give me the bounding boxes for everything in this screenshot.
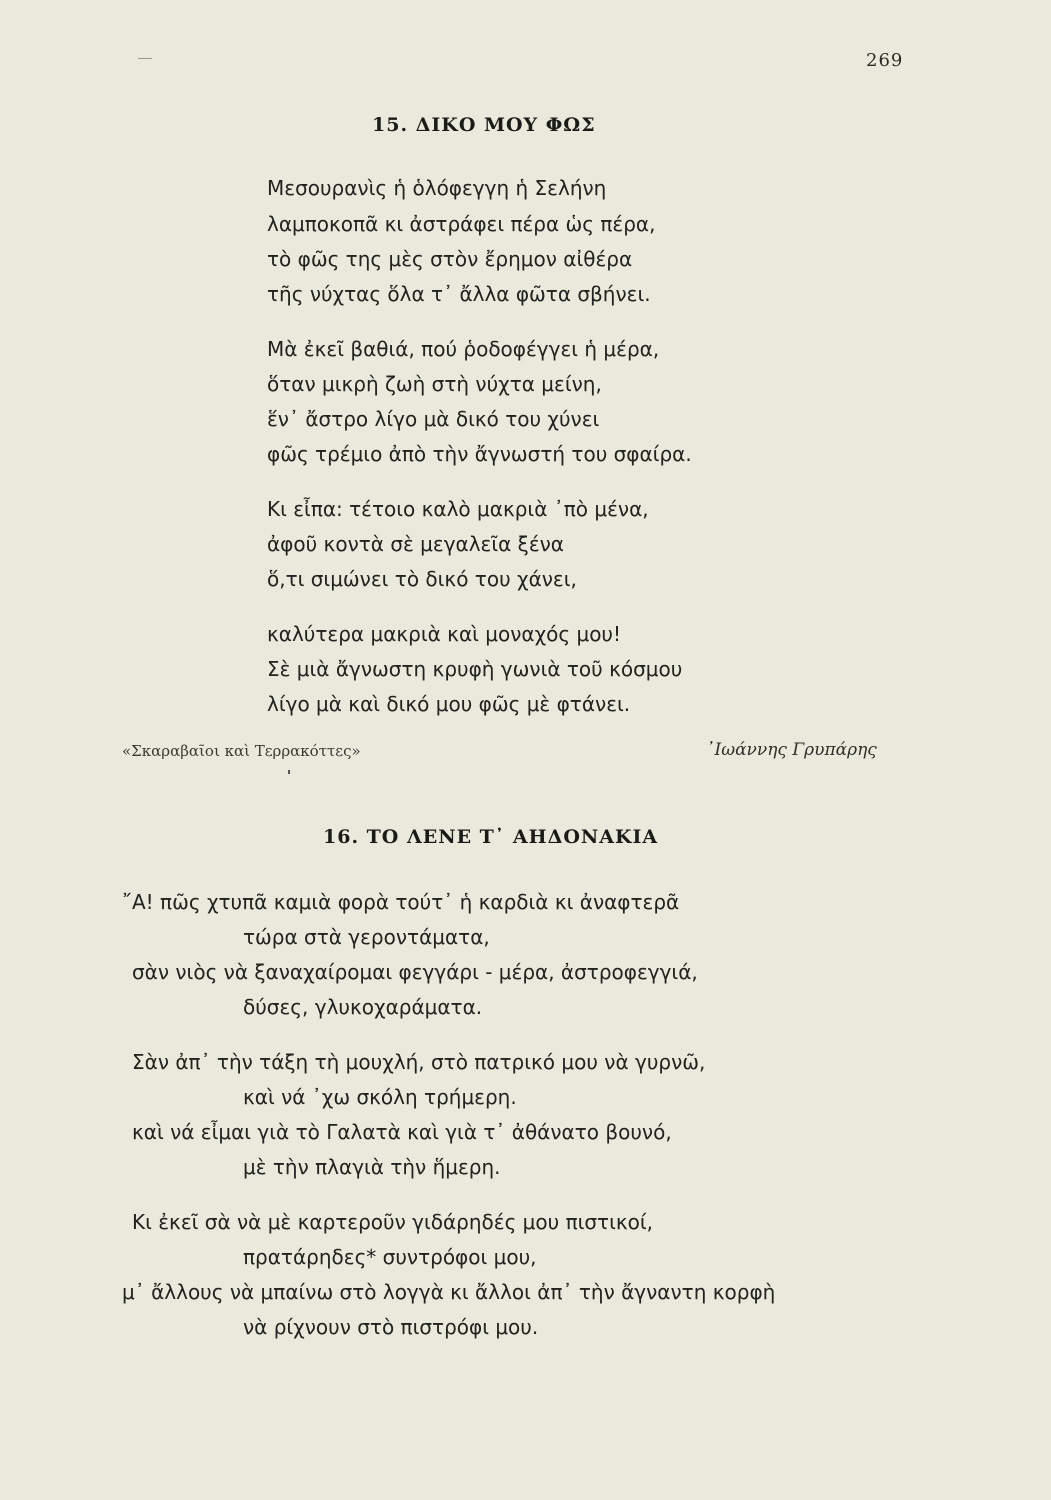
poem-line: τῆς νύχτας ὅλα τ᾽ ἄλλα φῶτα σβήνει. [267, 282, 651, 306]
poem-line: καὶ νά εἶμαι γιὰ τὸ Γαλατὰ καὶ γιὰ τ᾽ ἀθάνατο βουνό, [132, 1120, 672, 1144]
poem-line: λαμποκοπᾶ κι ἀστράφει πέρα ὡς πέρα, [267, 212, 656, 236]
poem-line: ῎Α! πῶς χτυπᾶ καμιὰ φορὰ τούτ᾽ ἡ καρδιὰ κι ἀναφτερᾶ [122, 890, 680, 914]
stray-mark [288, 770, 290, 774]
author-name: ᾽Ιωάννης Γρυπάρης [706, 740, 877, 760]
poem-title: 16. ΤΟ ΛΕΝΕ Τ᾽ ΑΗΔΟΝΑΚΙΑ [323, 826, 659, 848]
poem-line: τὸ φῶς της μὲς στὸν ἔρημον αἰθέρα [267, 247, 633, 271]
poem-line: φῶς τρέμιο ἀπὸ τὴν ἄγνωστή του σφαίρα. [267, 442, 692, 466]
poem-line: Κι ἐκεῖ σὰ νὰ μὲ καρτεροῦν γιδάρηδές μου πιστικοί, [132, 1210, 654, 1234]
poem-line: Σὰν ἀπ᾽ τὴν τάξη τὴ μουχλή, στὸ πατρικό μου νὰ γυρνῶ, [132, 1050, 706, 1074]
poem-line: μ᾽ ἄλλους νὰ μπαίνω στὸ λογγὰ κι ἄλλοι ἀπ᾽ τὴν ἄγναντη κορφὴ [122, 1280, 776, 1304]
poem-line: Σὲ μιὰ ἄγνωστη κρυφὴ γωνιὰ τοῦ κόσμου [267, 657, 683, 681]
poem-line: ὅ,τι σιμώνει τὸ δικό του χάνει, [267, 567, 577, 591]
poem-line: Μὰ ἐκεῖ βαθιά, πού ῥοδοφέγγει ἡ μέρα, [267, 337, 660, 361]
poem-line: ὅταν μικρὴ ζωὴ στὴ νύχτα μείνη, [267, 372, 602, 396]
poem-line: μὲ τὴν πλαγιὰ τὴν ἥμερη. [243, 1155, 501, 1179]
poem-line: λίγο μὰ καὶ δικό μου φῶς μὲ φτάνει. [267, 692, 631, 716]
poem-line: καὶ νά ᾽χω σκόλη τρήμερη. [243, 1085, 517, 1109]
poem-line: ἕν᾽ ἄστρο λίγο μὰ δικό του χύνει [267, 407, 600, 431]
poem-line: σὰν νιὸς νὰ ξαναχαίρομαι φεγγάρι - μέρα, ἀστροφεγγιά, [132, 960, 698, 984]
page-corner-mark [138, 58, 152, 59]
poem-line: ἀφοῦ κοντὰ σὲ μεγαλεῖα ξένα [267, 532, 564, 556]
poem-line: τώρα στὰ γεροντάματα, [243, 925, 490, 949]
poem-line: νὰ ρίχνουν στὸ πιστρόφι μου. [243, 1315, 539, 1339]
page-number: 269 [866, 50, 904, 71]
source-note: «Σκαραβαῖοι καὶ Τερρακόττες» [122, 742, 361, 760]
poem-title: 15. ΔΙΚΟ ΜΟΥ ΦΩΣ [372, 114, 596, 136]
poem-line: καλύτερα μακριὰ καὶ μοναχός μου! [267, 622, 622, 646]
poem-line: δύσες, γλυκοχαράματα. [243, 995, 483, 1019]
poem-line: πρατάρηδες* συντρόφοι μου, [243, 1245, 537, 1269]
poem-line: Κι εἶπα: τέτοιο καλὸ μακριὰ ᾽πὸ μένα, [267, 497, 649, 521]
poem-line: Μεσουρανὶς ἡ ὁλόφεγγη ἡ Σελήνη [267, 176, 607, 200]
